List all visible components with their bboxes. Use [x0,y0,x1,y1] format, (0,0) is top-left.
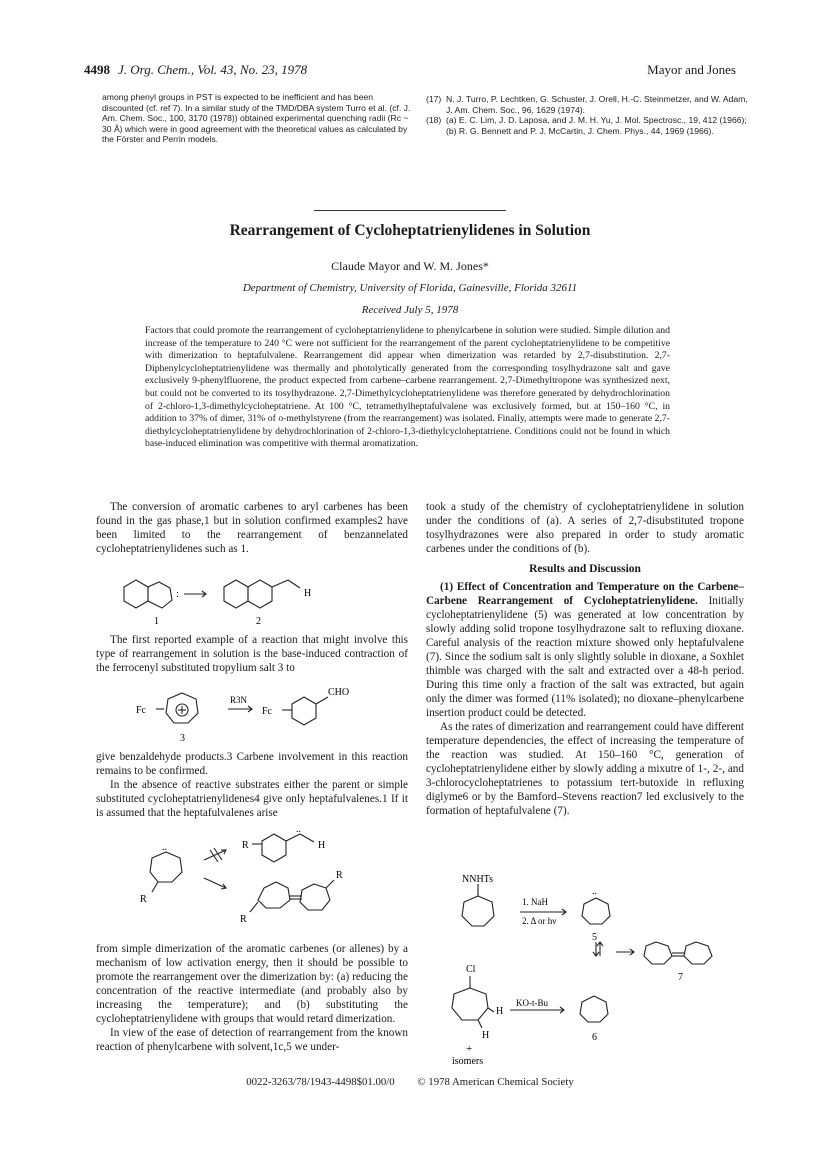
paragraph: give benzaldehyde products.3 Carbene involvement in this reaction remains to be confirmed. [96,751,408,777]
carbene-dots: .. [296,824,301,835]
phenyl-ring [262,834,286,862]
heptafulvalene-ring-a [644,942,672,964]
substituent-r: R [242,840,249,851]
paragraph-body: Initially cycloheptatrienylidene (5) was generated at low concentration by slowly adding solid tropone tosylhydrazone salt to refluxing dioxane. Careful analysis of the reaction mixture showed only heptafulvalene (7). Since the sodium salt is only slightly soluble in dioxane, a Soxhlet thimble was charged with the salt and extracted over a 48-h period. During this time only a fraction of the salt was extracted, but again only the dimer was formed (11% isolated); no dioxane–phenylcarbene insertion product could be detected. [426,595,744,719]
article-title: Rearrangement of Cycloheptatrienylidenes in Solution [229,222,591,239]
heptafulvalene-ring-b [684,942,712,964]
left-column-intro [96,500,408,556]
subsection-heading: (1) Effect of Concentration and Temperature on the Carbene–Carbene Rearrangement of Cycloheptatrienylidene. [426,581,744,607]
reference-18 [426,115,756,136]
scheme-2 [96,683,408,743]
allene-6-ring [580,996,608,1022]
article-authors: Claude Mayor and W. M. Jones* [331,259,489,273]
carbene-5-ring [582,898,610,924]
nnhts-label: NNHTs [462,874,493,885]
affiliation: Department of Chemistry, University of Florida, Gainesville, Florida 32611 [242,282,578,294]
reference-number: (17) [426,94,442,104]
plus-sign: + [466,1043,473,1055]
label-h: H [304,588,312,599]
substituent-r: R [240,914,247,925]
tropone-tosylhydrazone-ring [462,896,494,926]
isomers-label: isomers [452,1056,484,1067]
scheme-1 [96,572,408,630]
ferrocenyl-label: Fc [136,705,146,716]
reference-text: N. J. Turro, P. Lechtken, G. Schuster, J. Orell, H.-C. Steinmetzer, and W. Adam, J. Am. Chem. Soc., 96, 1629 (1974). [446,94,748,115]
reference-text: (a) E. C. Lim, J. D. Laposa, and J. M. H. Yu, J. Mol. Spectrosc., 19, 412 (1966); (b) R. G. Bennett and P. J. McCartin, J. Chem. Phys., 44, 1969 (1966). [446,115,747,136]
substituent-r: R [336,870,343,881]
received-date: Received July 5, 1978 [361,304,459,316]
aldehyde-label: CHO [328,687,350,698]
abstract [145,325,670,451]
scheme-4 [426,872,744,1068]
paragraph: from simple dimerization of the aromatic carbenes (or allenes) by a mechanism of low activation energy, then it should be possible to promote the rearrangement over the dimerization by: (a) reducing the concentration of the reactive intermediate (and probably also by increasing the temperature); and (b) substituting the cycloheptatrienylidene with groups that would retard dimerization. [96,943,408,1025]
running-head [84,62,736,80]
compound-7-label: 7 [678,972,683,983]
right-column-text [426,500,744,818]
carbene-dots: .. [592,886,597,897]
label-h: H [482,1030,490,1041]
benzene-ring [292,697,316,725]
label-h: H [318,840,326,851]
heptafulvalene-ring-b [300,884,330,910]
left-column-p3-p4 [96,750,408,820]
label-h: H [496,1006,504,1017]
footnote-text: among phenyl groups in PST is expected to be inefficient and has been discounted (cf. ref 7). In a similar study of the TMD/DBA system Turro et al. (cf. J. Am. Chem. Soc., 100, 3170 (1978)) obtained experimental quenching radii (Rc ~ 30 Å) which were in good agreement with the theoretical values as calculated by the Förster and Perrin models. [102,92,411,145]
previous-article-footnote [102,92,414,145]
blocked-arrow [204,850,226,860]
previous-article-references [426,94,756,136]
article-code: 0022-3263/78/1943-4498$01.00/0 [246,1076,395,1088]
running-authors: Mayor and Jones [647,62,736,77]
paragraph: took a study of the chemistry of cycloheptatrienylidene in solution under the conditions of (a). A series of 2,7-disubstituted tropone tosylhydrazones were also prepared in order to study aromatic carbenes under the conditions of (b). [426,501,744,555]
naphthalene-ring-b [248,580,272,608]
left-column-p2 [96,633,408,675]
paragraph: In the absence of reactive substrates either the parent or simple substituted cycloheptatrienylidenes4 give only heptafulvalenes.1 If it is assumed that the heptafulvalenes arise [96,779,408,819]
carbene-dots: : [176,588,180,600]
reagent-step-2: 2. Δ or hν [522,916,557,926]
article-separator-rule [314,210,506,211]
scheme-3 [96,824,408,938]
benzo-ring [124,580,148,608]
heptafulvalene-ring-a [258,882,290,908]
carbene-ring [150,852,182,882]
paragraph: In view of the ease of detection of rearrangement from the known reaction of phenylcarbene with solvent,1c,5 we under- [96,1027,408,1053]
chloro-label: Cl [466,964,476,975]
ferrocenyl-label: Fc [262,706,272,717]
reference-number: (18) [426,115,442,126]
abstract-text: Factors that could promote the rearrangement of cycloheptatrienylidene to phenylcarbene in solution were studied. Simple dilution and increase of the temperature to 240 °C were not sufficient for the rearrangement of the parent cycloheptatrienylidene to be competitive with dimerization to heptafulvalene. Rearrangement did appear when dimerization was retarded by 2,7-disubstitution. 2,7-Diphenylcycloheptatrienylidene was thermally and photolytically generated from the corresponding tosylhydrazone salt and gave exclusively 9-phenylfluorene, the product expected from carbene–carbene rearrangement. 2,7-Dimethyltropone was synthesized next, but could not be converted to its tosylhydrazone. 2,7-Dimethylcycloheptatrienylidene was therefore generated by dehydrochlorination of 2-chloro-1,3-dimethylcycloheptatriene. At 100 °C, tetramethylheptafulvalene was exclusively formed, but at 150–160 °C, in addition to 37% of dimer, 31% of o-methylstyrene (from the rearrangement) was isolated. Finally, attempts were made to generate 2,7-diethylcycloheptatrienylidene by dehydrochlorination of 2-chloro-1,3-diethylcycloheptatriene. Conditions could not be found in which base-induced elimination was competitive with thermal aromatization. [145,325,670,450]
reference-17 [426,94,756,115]
paragraph: As the rates of dimerization and rearrangement could have different temperature dependencies, the effect of increasing the temperature of the reaction was studied. At 150–160 °C, generation of cycloheptatrienylidene either by slowly adding a mixutre of 1-, 2-, and 3-chlorocycloheptatrienes to potassium tert-butoxide in refluxing diglyme6 or by the Bamford–Stevens reaction7 led exclusively to the formation of heptafulvalene (7). [426,721,744,817]
dimerization-arrow [204,878,226,888]
page-footer [84,1076,736,1088]
compound-1-label: 1 [154,616,159,627]
compound-3-label: 3 [180,733,185,744]
base-label: KO-t-Bu [516,998,548,1008]
page-number: 4498 [84,62,110,77]
paragraph: The conversion of aromatic carbenes to aryl carbenes has been found in the gas phase,1 but in solution confirmed examples2 have been limited to the rearrangement of benzannelated cycloheptatrienylidenes such as 1. [96,501,408,555]
section-heading: Results and Discussion [529,563,641,575]
journal-name: J. Org. Chem., Vol. 43, No. 23, 1978 [118,62,308,77]
substituent-r: R [140,894,147,905]
naphthalene-ring-a [224,580,248,608]
left-column-p5-p6 [96,942,408,1054]
paragraph [426,580,744,720]
paragraph: The first reported example of a reaction that might involve this type of rearrangement in solution is the base-induced contraction of the ferrocenyl substituted tropylium salt 3 to [96,634,408,674]
compound-2-label: 2 [256,616,261,627]
compound-6-label: 6 [592,1032,597,1043]
chlorocycloheptatriene-ring [452,988,488,1020]
compound-5-label: 5 [592,932,597,943]
carbene-dots: .. [162,842,167,853]
journal-citation [84,62,307,78]
reagent-step-1: 1. NaH [522,897,548,907]
copyright: © 1978 American Chemical Society [417,1076,574,1088]
cycloheptatriene-ring [148,582,172,608]
reagent-label: R3N [230,695,248,705]
